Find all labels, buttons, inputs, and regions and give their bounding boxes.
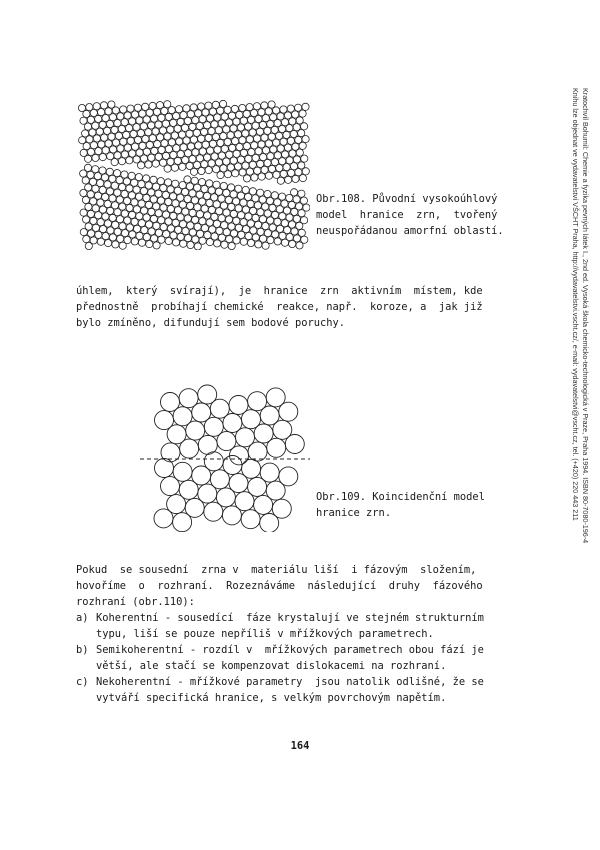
atom-circle	[138, 162, 145, 169]
atom-circle	[152, 160, 159, 167]
atom-circle	[296, 149, 303, 156]
figure-109-caption-line-2: hranice zrn.	[316, 507, 392, 519]
atom-circle	[258, 173, 265, 180]
atom-circle	[92, 154, 99, 161]
atom-circle	[187, 241, 194, 248]
list-item-line: větší, ale stačí se kompenzovat dislokacemi na rozhraní.	[96, 660, 447, 672]
atom-circle	[285, 435, 304, 454]
atom-circle	[180, 439, 199, 458]
list-item-line: Nekoherentní - mřížkové parametry jsou natolik odlišné, že se	[96, 676, 484, 688]
paragraph-1-line-2: přednostně probíhají chemické reakce, např. koroze, a jak již	[76, 301, 483, 313]
atom-circle	[224, 171, 231, 178]
atom-circle	[289, 240, 296, 247]
atom-circle	[80, 209, 87, 216]
atom-circle	[267, 438, 286, 457]
list-item-incoherent	[76, 674, 528, 706]
atom-circle	[164, 165, 171, 172]
atom-circle	[205, 167, 212, 174]
atom-circle	[302, 136, 309, 143]
atom-circle	[206, 239, 213, 246]
atom-circle	[250, 109, 257, 116]
atom-circle	[80, 170, 87, 177]
list-marker: b)	[76, 644, 89, 656]
atom-circle	[85, 155, 92, 162]
atom-circle	[98, 109, 105, 116]
figure-108-grain-boundary	[78, 100, 310, 250]
atom-circle	[299, 110, 306, 117]
atom-circle	[201, 128, 208, 135]
atom-circle	[171, 164, 178, 171]
atom-circle	[199, 116, 206, 123]
atom-circle	[161, 477, 180, 496]
atom-circle	[83, 216, 90, 223]
atom-circle	[82, 177, 89, 184]
atom-circle	[301, 123, 308, 130]
atom-circle	[82, 196, 89, 203]
paragraph-1-line-3: bylo zmíněno, difundují sem bodové poruchy.	[76, 317, 345, 329]
page-number: 164	[290, 740, 310, 752]
paragraph-2-line-2: hovoříme o rozhraní. Rozeznáváme následující druhy fázového	[76, 580, 483, 592]
atom-circle	[299, 175, 306, 182]
atom-circle	[180, 240, 187, 247]
atom-circle	[222, 506, 241, 525]
atom-circle	[232, 170, 239, 177]
paragraph-1-line-1: úhlem, který svírají), je hranice zrn aktivním místem, kde	[76, 285, 483, 297]
atom-circle	[105, 240, 112, 247]
atom-circle	[255, 241, 262, 248]
figure-109-caption-line-1: Obr.109. Koincidenční model	[316, 491, 485, 503]
atom-circle	[80, 189, 87, 196]
list-item-line: Semikoherentní - rozdíl v mřížkových parametrech obou fází je	[96, 644, 484, 656]
figure-109-coincidence-model	[140, 382, 310, 532]
atom-circle	[83, 236, 90, 243]
atom-circle	[302, 168, 309, 175]
atom-circle	[190, 168, 197, 175]
list-marker: a)	[76, 612, 89, 624]
atom-circle	[155, 459, 174, 478]
atom-circle	[111, 159, 118, 166]
atom-circle	[138, 239, 145, 246]
atom-circle	[194, 243, 201, 250]
list-item-line: typu, liší se pouze nepříliš v mřížkových parametrech.	[96, 628, 434, 640]
atom-circle	[221, 241, 228, 248]
list-item-line: Koherentní - sousedící fáze krystalují ve stejném strukturním	[96, 612, 484, 624]
atom-circle	[198, 167, 205, 174]
atom-circle	[204, 502, 223, 521]
atom-circle	[100, 102, 107, 109]
paragraph-2-line-3: rozhraní (obr.110):	[76, 596, 195, 608]
atom-circle	[277, 177, 284, 184]
list-item-line: vytváří specifická hranice, s velkým povrchovým napětím.	[96, 692, 447, 704]
atom-circle	[80, 229, 87, 236]
atom-circle	[205, 102, 212, 109]
atom-circle	[281, 239, 288, 246]
atom-circle	[119, 242, 126, 249]
atom-circle	[146, 241, 153, 248]
atom-circle	[198, 135, 205, 142]
atom-circle	[253, 103, 260, 110]
atom-circle	[214, 240, 221, 247]
atom-circle	[260, 514, 279, 533]
list-item-semicoherent	[76, 642, 528, 674]
atom-circle	[240, 238, 247, 245]
atom-circle	[85, 242, 92, 249]
atom-circle	[165, 238, 172, 245]
atom-circle	[251, 174, 258, 181]
atom-circle	[274, 238, 281, 245]
paragraph-phase-interface	[76, 562, 528, 706]
atom-circle	[302, 103, 309, 110]
atom-circle	[146, 141, 153, 148]
figure-108-caption-line-1: Obr.108. Původní vysokoúhlový	[316, 193, 498, 205]
atom-circle	[241, 510, 260, 529]
atom-circle	[292, 175, 299, 182]
atom-circle	[202, 109, 209, 116]
interface-types-list	[76, 610, 528, 706]
atom-circle	[192, 149, 199, 156]
atom-circle	[247, 239, 254, 246]
atom-circle	[112, 241, 119, 248]
atom-circle	[97, 238, 104, 245]
atom-circle	[154, 509, 173, 528]
atom-circle	[248, 442, 267, 461]
side-note-line-2: Knihu lze objednat ve vydavatelství VŠCHT Praha, http://vydavatelstvi.vscht.cz/, e-mail: vydavatelstvi@vscht.cz, tel. (+420) 220 443 211	[571, 88, 580, 521]
figure-108-caption	[316, 191, 546, 239]
figure-108-caption-line-2: model hranice zrn, tvořený	[316, 209, 498, 221]
side-note	[556, 88, 596, 648]
figure-109-caption	[316, 489, 546, 521]
atom-circle	[153, 242, 160, 249]
atom-circle	[217, 172, 224, 179]
list-marker: c)	[76, 676, 89, 688]
atom-circle	[179, 163, 186, 170]
atom-circle	[285, 176, 292, 183]
atom-circle	[299, 142, 306, 149]
atom-circle	[265, 172, 272, 179]
paragraph-grain-boundary	[76, 283, 528, 331]
atom-circle	[279, 402, 298, 421]
atom-circle	[262, 242, 269, 249]
list-item-coherent	[76, 610, 528, 642]
atom-circle	[131, 238, 138, 245]
atom-circle	[145, 161, 152, 168]
atom-circle	[118, 158, 125, 165]
atom-circle	[243, 175, 250, 182]
atom-circle	[296, 242, 303, 249]
paragraph-2-line-1: Pokud se sousední zrna v materiálu liší i fázovým složením,	[76, 564, 477, 576]
atom-circle	[173, 513, 192, 532]
atom-circle	[172, 239, 179, 246]
figure-108-caption-line-3: neuspořádanou amorfní oblastí.	[316, 225, 504, 237]
atom-circle	[228, 242, 235, 249]
atom-circle	[195, 142, 202, 149]
atom-circle	[126, 157, 133, 164]
atom-circle	[301, 155, 308, 162]
atom-circle	[99, 154, 106, 161]
side-note-line-1: Kratochvíl Bohumil: Chemie a fyzika pevných látek I., 2nd ed. Vysoká škola chemicko-technologická v Praze, Praha 1994. ISBN 80-7080-196-4	[581, 88, 590, 544]
